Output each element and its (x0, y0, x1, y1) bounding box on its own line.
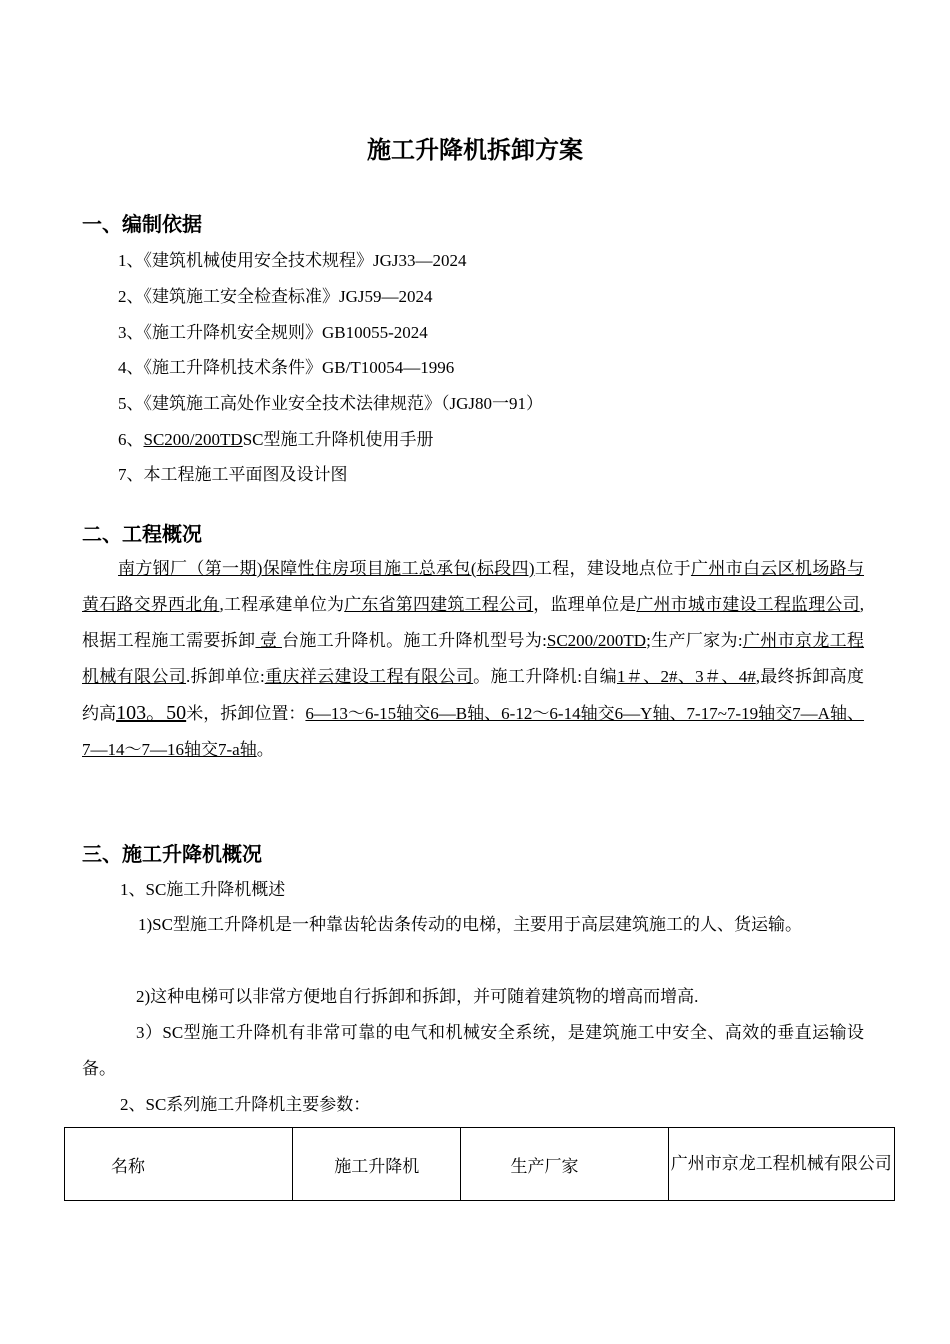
reference-item-4: 4、《施工升降机技术条件》GB/T10054—1996 (118, 358, 455, 377)
reference-item-1: 1、《建筑机械使用安全技术规程》JGJ33—2024 (118, 251, 467, 270)
table-cell-manufacturer-value: 广州市京龙工程机械有限公司 (668, 1128, 894, 1201)
unit-count: 壹 (255, 631, 282, 650)
overview-paragraph: 南方钢厂（第一期)保障性住房项目施工总承包(标段四)工程，建设地点位于广州市白云区机场路与黄石路交界西北角,工程承建单位为广东省第四建筑工程公司，监理单位是广州市城市建设工程监理公司,根据工程施工需要拆卸 壹 台施工升降机。施工升降机型号为:SC200/200TD;生产厂家为:广州市京龙工程机械有限公司.拆卸单位:重庆祥云建设工程有限公司。施工升降机:自编1＃、2#、3＃、4#,最终拆卸高度约高103。50米，拆卸位置：6—13～6-15轴交6—B轴、6-12～6-14轴交6—Y轴、7-17~7-19轴交7—A轴、7—14～7—16轴交7-a轴。 (82, 559, 865, 759)
section-heading-basis: 一、编制依据 (82, 212, 202, 236)
elevator-paragraph-1: 1)SC型施工升降机是一种靠齿轮齿条传动的电梯，主要用于高层建筑施工的人、货运输。 (138, 915, 802, 934)
elevator-paragraph-2: 2)这种电梯可以非常方便地自行拆卸和拆卸，并可随着建筑物的增高而增高. (136, 987, 699, 1006)
document-title: 施工升降机拆卸方案 (367, 136, 583, 164)
elevator-numbers: 1＃、2#、3＃、4# (616, 667, 756, 686)
reference-item-2: 2、《建筑施工安全检查标准》JGJ59—2024 (118, 287, 433, 306)
supervisor: 广州市城市建设工程监理公司 (636, 595, 860, 614)
table-cell-name-value: 施工升降机 (293, 1128, 461, 1201)
reference-item-5: 5、《建筑施工高处作业安全技术法律规范》（JGJ80一91） (118, 394, 544, 413)
elevator-paragraph-3: 3）SC型施工升降机有非常可靠的电气和机械安全系统，是建筑施工中安全、高效的垂直运输设备。 (82, 1023, 864, 1078)
parameters-table (64, 1127, 895, 1201)
section-heading-overview: 二、工程概况 (82, 522, 202, 546)
reference-item-6: 6、SC200/200TDSC型施工升降机使用手册 (118, 430, 434, 449)
table-cell-manufacturer-label: 生产厂家 (461, 1128, 668, 1201)
model-number: SC200/200TD (143, 430, 243, 449)
project-name: 南方钢厂（第一期)保障性住房项目施工总承包(标段四) (118, 559, 535, 578)
table-row (65, 1128, 895, 1201)
dismantling-positions: 6—13～6-15轴交6—B轴、6-12～6-14轴交6—Y轴、7-17~7-19轴交7—A轴、7—14～7—16轴交7-a轴 (82, 704, 865, 759)
reference-item-7: 7、本工程施工平面图及设计图 (118, 465, 348, 484)
contractor: 广东省第四建筑工程公司 (344, 595, 534, 614)
manufacturer: 广州市京龙工程机械有限公司 (82, 631, 865, 686)
reference-item-3: 3、《施工升降机安全规则》GB10055-2024 (118, 323, 428, 342)
table-cell-name-label: 名称 (65, 1128, 293, 1201)
dismantling-company: 重庆祥云建设工程有限公司 (264, 667, 474, 686)
section-heading-elevator: 三、施工升降机概况 (82, 842, 262, 866)
subheading-parameters: 2、SC系列施工升降机主要参数： (120, 1095, 371, 1114)
dismantling-height: 103。50 (116, 702, 187, 724)
elevator-model: SC200/200TD (546, 631, 647, 650)
site-address: 广州市白云区机场路与黄石路交界西北角 (82, 559, 865, 614)
subheading-overview: 1、SC施工升降机概述 (120, 880, 286, 899)
